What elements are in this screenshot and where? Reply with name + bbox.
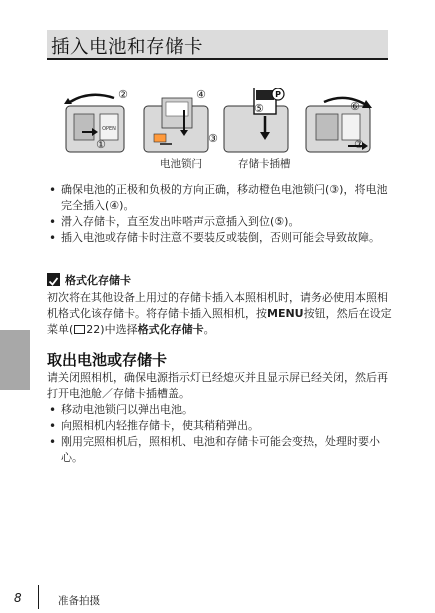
caption-card-slot: 存储卡插槽	[238, 158, 291, 170]
page-number: 8	[14, 591, 22, 605]
step-marker-7: ⑦	[354, 138, 364, 151]
remove-bullet-list	[47, 402, 390, 466]
page-title: 插入电池和存储卡	[51, 37, 204, 58]
step-marker-3: ③	[208, 132, 218, 145]
figure-insert-battery	[140, 88, 220, 158]
step-marker-1: ①	[96, 138, 106, 151]
figure-insert-card	[220, 88, 300, 158]
svg-text:P: P	[275, 90, 281, 99]
svg-text:OPEN: OPEN	[102, 126, 116, 132]
list-item: • 插入电池或存储卡时注意不要装反或装倒，否则可能会导致故障。	[47, 230, 390, 246]
list-item: • 滑入存储卡，直至发出咔嗒声示意插入到位(⑤)。	[47, 214, 390, 230]
format-card-term: 格式化存储卡	[137, 323, 204, 336]
step-marker-4: ④	[196, 88, 206, 101]
footer-divider	[38, 585, 39, 609]
note-text: 初次将在其他设备上用过的存储卡插入本照相机时，请务必使用本照相机格式化该存储卡。将存储卡插入照相机，按	[47, 291, 388, 320]
title-bar	[47, 30, 388, 60]
menu-key: MENU	[267, 307, 304, 320]
book-icon	[74, 325, 85, 334]
note-title: 格式化存储卡	[65, 274, 131, 287]
list-item: • 确保电池的正极和负极的方向正确，移动橙色电池锁闩(③)，将电池完全插入(④)。	[47, 182, 390, 214]
note-text: 。	[203, 323, 215, 336]
caption-battery-latch: 电池锁闩	[160, 158, 202, 170]
note-text: 按钮，然后在设定菜单(	[47, 307, 392, 336]
step-marker-2: ②	[118, 88, 128, 101]
insert-bullet-list	[47, 182, 390, 246]
note-text: )中选择	[100, 323, 138, 336]
page-reference: 22	[86, 323, 101, 336]
list-item: • 移动电池锁闩以弹出电池。	[47, 402, 390, 418]
step-marker-6: ⑥	[350, 100, 360, 113]
list-item: • 向照相机内轻推存储卡，使其稍稍弹出。	[47, 418, 390, 434]
remove-intro: 请关闭照相机，确保电源指示灯已经熄灭并且显示屏已经关闭，然后再打开电池舱／存储卡插槽盖。	[47, 371, 388, 400]
figure-close-cover	[300, 88, 380, 158]
section-tab	[0, 330, 30, 390]
step-marker-5: ⑤	[254, 102, 264, 115]
list-item: • 刚用完照相机后，照相机、电池和存储卡可能会变热，处理时要小心。	[47, 434, 390, 466]
footer-section: 准备拍摄	[58, 595, 100, 607]
remove-heading: 取出电池或存储卡	[47, 351, 168, 369]
note-check-icon	[47, 273, 60, 286]
note-body	[47, 290, 392, 338]
illustration-strip	[60, 88, 380, 158]
